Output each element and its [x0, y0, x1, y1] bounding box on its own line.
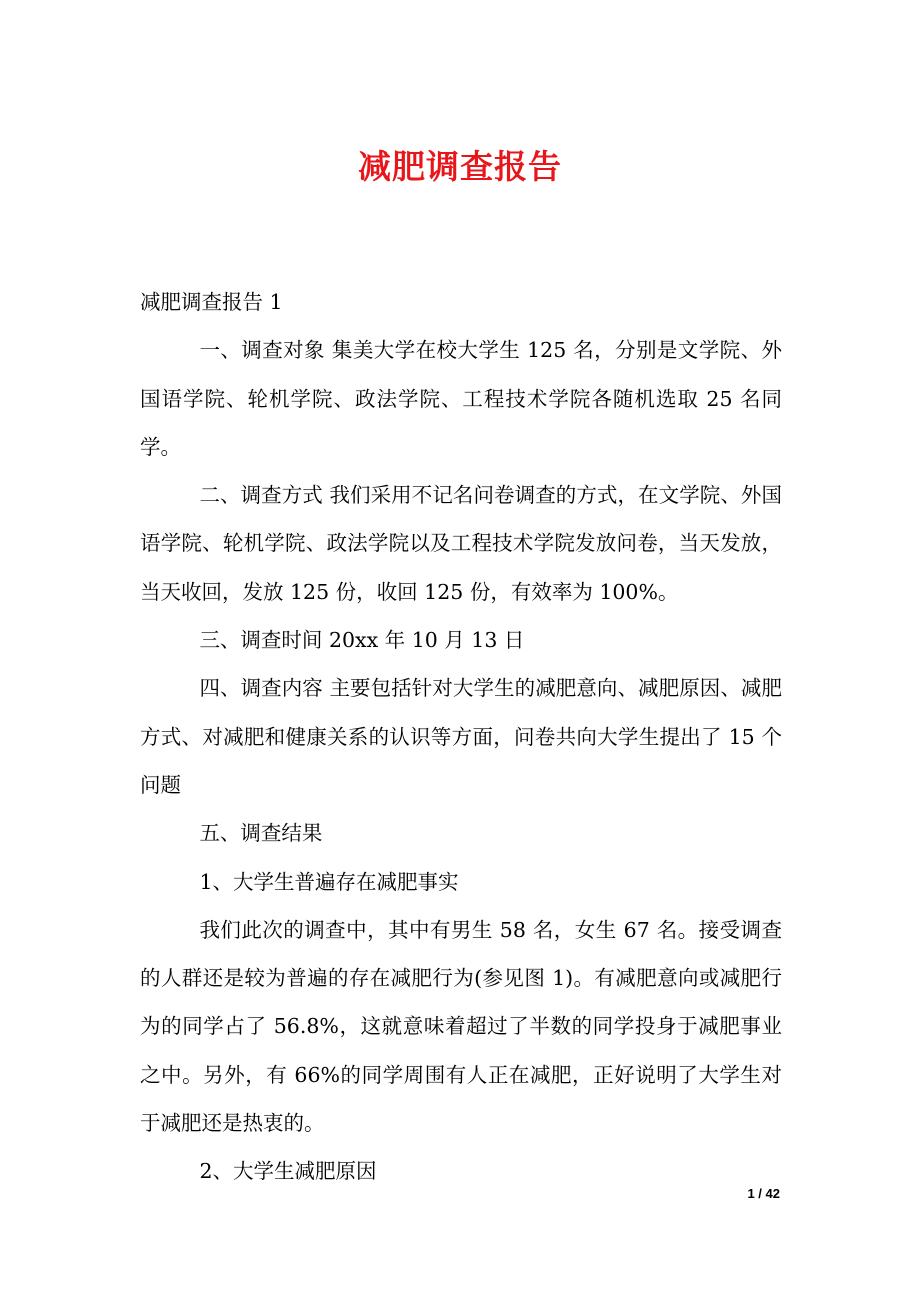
document-subtitle: 减肥调查报告 1	[140, 290, 283, 314]
document-title: 减肥调查报告	[358, 147, 562, 186]
paragraph-results-1: 我们此次的调查中，其中有男生 58 名，女生 67 名。接受调查的人群还是较为普遍的存在减肥行为(参见图 1)。有减肥意向或减肥行为的同学占了 56.8%，这就意味着超过了半数的同学投身于减肥事业之中。另外，有 66%的同学周围有人正在减肥，正好说明了大学生对于减肥还是热衷的。	[140, 917, 782, 1136]
page-indicator: 1 / 42	[747, 1186, 780, 1201]
paragraph-survey-subjects: 一、调查对象 集美大学在校大学生 125 名，分别是文学院、外国语学院、轮机学院、政法学院、工程技术学院各随机选取 25 名同学。	[140, 338, 782, 459]
subheading-1: 1、大学生普遍存在减肥事实	[199, 869, 459, 894]
paragraph-survey-content: 四、调查内容 主要包括针对大学生的减肥意向、减肥原因、减肥方式、对减肥和健康关系的认识等方面，问卷共向大学生提出了 15 个问题	[140, 676, 782, 797]
subheading-2: 2、大学生减肥原因	[199, 1159, 377, 1184]
paragraph-survey-method: 二、调查方式 我们采用不记名问卷调查的方式，在文学院、外国语学院、轮机学院、政法学院以及工程技术学院发放问卷，当天发放，当天收回，发放 125 份，收回 125 份，有效率为 100%。	[140, 483, 782, 604]
paragraph-survey-time: 三、调查时间 20xx 年 10 月 13 日	[199, 628, 525, 653]
section-heading-results: 五、调查结果	[199, 821, 323, 846]
document-body	[140, 278, 782, 1196]
